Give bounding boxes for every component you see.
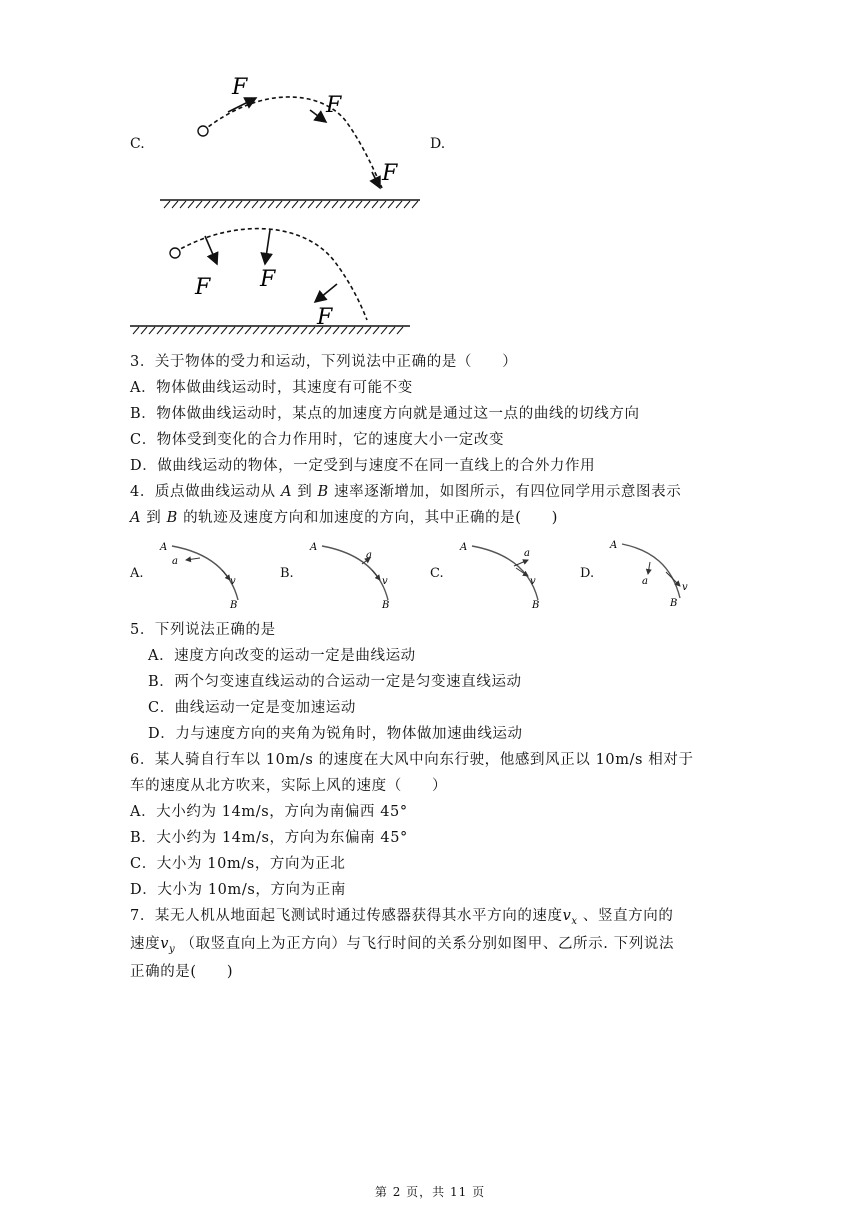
- q4-diagram-d: [609, 540, 688, 609]
- q5-option-c: C．曲线运动一定是变加速运动: [148, 700, 356, 716]
- force-arrow: [228, 98, 256, 112]
- q3-option-a: A．物体做曲线运动时，其速度有可能不变: [130, 380, 413, 396]
- q2-diagram-c: [150, 60, 430, 215]
- force-arrow: [310, 110, 326, 122]
- svg-text:v: v: [382, 576, 388, 587]
- ball-icon: [170, 248, 180, 258]
- ball-icon: [198, 126, 208, 136]
- q3-option-b: B．物体做曲线运动时，某点的加速度方向就是通过这一点的曲线的切线方向: [130, 406, 640, 422]
- q6-stem-line1: 6．某人骑自行车以 10m/s 的速度在大风中向东行驶，他感到风正以 10m/s 相对于: [130, 752, 694, 768]
- q6-stem-line2: 车的速度从北方吹来，实际上风的速度（ ）: [130, 778, 448, 794]
- option-c-label: C.: [130, 136, 145, 152]
- svg-text:v: v: [530, 576, 536, 587]
- force-arrow: [205, 236, 217, 264]
- svg-text:A: A: [610, 540, 618, 551]
- q4-stem-line1: 4．质点做曲线运动从 A 到 B 速率逐渐增加，如图所示，有四位同学用示意图表示: [130, 484, 682, 500]
- q5-option-a: A．速度方向改变的运动一定是曲线运动: [148, 648, 416, 664]
- svg-text:A: A: [310, 542, 318, 553]
- force-arrow: [265, 230, 270, 264]
- force-label: F: [317, 305, 333, 330]
- page-footer: 第 2 页，共 11 页: [374, 1185, 486, 1199]
- svg-text:A: A: [460, 542, 468, 553]
- force-arrow: [315, 284, 337, 302]
- svg-text:v: v: [230, 576, 236, 587]
- q2-diagram-d: [125, 222, 415, 342]
- q3-option-d: D．做曲线运动的物体，一定受到与速度不在同一直线上的合外力作用: [130, 458, 596, 474]
- force-label: F: [382, 161, 398, 186]
- q4-option-b-label: B.: [280, 566, 294, 581]
- q5-stem: 5．下列说法正确的是: [130, 622, 276, 638]
- svg-text:B: B: [230, 600, 238, 610]
- option-d-label: D.: [430, 136, 446, 152]
- q7-stem-line1: 7．某无人机从地面起飞测试时通过传感器获得其水平方向的速度$v_x$ 、竖直方向的: [130, 908, 674, 927]
- svg-text:a: a: [642, 576, 648, 587]
- q4-diagram-a: [159, 542, 238, 610]
- force-label: F: [232, 75, 248, 100]
- q5-option-d: D．力与速度方向的夹角为锐角时，物体做加速曲线运动: [148, 726, 523, 742]
- force-label: F: [195, 275, 211, 300]
- q4-option-d-label: D.: [580, 566, 595, 581]
- svg-text:a: a: [524, 548, 530, 559]
- force-label: F: [326, 93, 342, 118]
- svg-text:v: v: [682, 582, 688, 593]
- q3-stem: 3．关于物体的受力和运动，下列说法中正确的是（ ）: [130, 354, 518, 370]
- q4-diagram-b: [309, 542, 389, 610]
- ground-hatch: [164, 201, 418, 208]
- q7-stem-line3: 正确的是( ): [130, 964, 234, 980]
- svg-text:B: B: [382, 600, 390, 610]
- q4-diagrams: [150, 538, 710, 610]
- q6-option-b: B．大小约为 14m/s，方向为东偏南 45°: [130, 830, 408, 846]
- q6-option-a: A．大小约为 14m/s，方向为南偏西 45°: [130, 804, 408, 820]
- q6-option-d: D．大小为 10m/s，方向为正南: [130, 882, 346, 898]
- ground-hatch: [133, 327, 403, 334]
- svg-text:A: A: [160, 542, 168, 553]
- svg-text:a: a: [366, 550, 372, 561]
- q3-option-c: C．物体受到变化的合力作用时，它的速度大小一定改变: [130, 432, 505, 448]
- svg-text:B: B: [670, 598, 678, 609]
- q4-diagram-c: [459, 542, 539, 610]
- q7-stem-line2: 速度$v_y$ （取竖直向上为正方向）与飞行时间的关系分别如图甲、乙所示. 下列说法: [130, 936, 675, 955]
- svg-text:a: a: [172, 556, 178, 567]
- force-label: F: [260, 267, 276, 292]
- q4-stem-line2: A 到 B 的轨迹及速度方向和加速度的方向，其中正确的是( ): [130, 510, 558, 526]
- q4-option-a-label: A.: [130, 566, 144, 581]
- q4-option-c-label: C.: [430, 566, 444, 581]
- q6-option-c: C．大小为 10m/s，方向为正北: [130, 856, 346, 872]
- svg-text:B: B: [532, 600, 540, 610]
- q5-option-b: B．两个匀变速直线运动的合运动一定是匀变速直线运动: [148, 674, 522, 690]
